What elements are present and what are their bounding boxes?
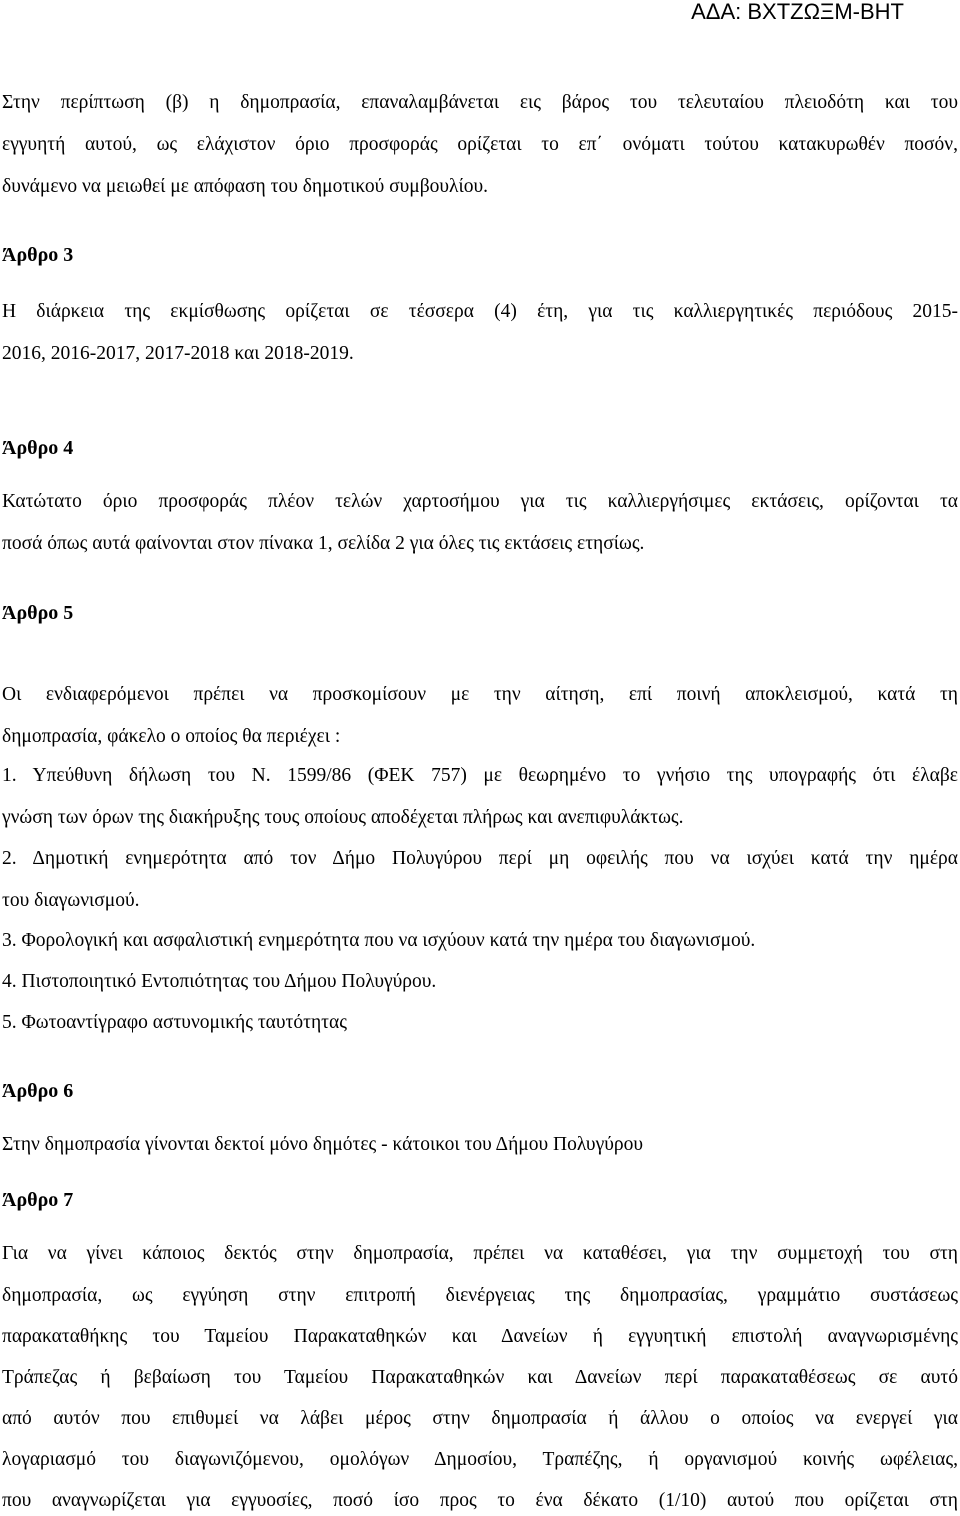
article-5-line: δημοπρασία, φάκελο ο οποίος θα περιέχει : [2, 726, 341, 747]
article-7-line: Για να γίνει κάποιος δεκτός στην δημοπρασία, πρέπει να καταθέσει, για την συμμετοχή του στη [2, 1243, 958, 1264]
ada-code: ΑΔΑ: ΒΧΤΖΩΞΜ-ΒΗΤ [691, 0, 904, 24]
article-5-item: 1. Υπεύθυνη δήλωση του Ν. 1599/86 (ΦΕΚ 757) με θεωρημένο το γνήσιο της υπογραφής ότι έλαβε [2, 765, 958, 786]
intro-line: Στην περίπτωση (β) η δημοπρασία, επαναλαμβάνεται εις βάρος του τελευταίου πλειοδότη και του [2, 92, 958, 113]
article-7-line: Τράπεζας ή βεβαίωση του Ταμείου Παρακαταθηκών και Δανείων περί παρακαταθέσεως σε αυτό [2, 1367, 958, 1388]
article-6-line: Στην δημοπρασία γίνονται δεκτοί μόνο δημότες - κάτοικοι του Δήμου Πολυγύρου [2, 1134, 643, 1155]
article-5-item: του διαγωνισμού. [2, 890, 140, 911]
intro-line: δυνάμενο να μειωθεί με απόφαση του δημοτικού συμβουλίου. [2, 176, 489, 197]
article-4-heading: Άρθρο 4 [2, 437, 74, 459]
article-3-line: Η διάρκεια της εκμίσθωσης ορίζεται σε τέσσερα (4) έτη, για τις καλλιεργητικές περιόδους 2015- [2, 301, 958, 322]
article-5-heading: Άρθρο 5 [2, 602, 74, 624]
article-7-line: παρακαταθήκης του Ταμείου Παρακαταθηκών και Δανείων ή εγγυητική επιστολή αναγνωρισμένης [2, 1326, 958, 1347]
article-7-line: από αυτόν που επιθυμεί να λάβει μέρος στην δημοπρασία ή άλλου ο οποίος να ενεργεί για [2, 1408, 958, 1429]
article-5-item: 4. Πιστοποιητικό Εντοπιότητας του Δήμου Πολυγύρου. [2, 971, 437, 992]
article-7-line: που αναγνωρίζεται για εγγυοσίες, ποσό ίσο προς το ένα δέκατο (1/10) αυτού που ορίζεται στη [2, 1490, 958, 1511]
article-4-line: ποσά όπως αυτά φαίνονται στον πίνακα 1, σελίδα 2 για όλες τις εκτάσεις ετησίως. [2, 533, 645, 554]
article-7-heading: Άρθρο 7 [2, 1189, 74, 1211]
article-6-heading: Άρθρο 6 [2, 1080, 74, 1102]
article-5-line: Οι ενδιαφερόμενοι πρέπει να προσκομίσουν με την αίτηση, επί ποινή αποκλεισμού, κατά τη [2, 684, 958, 705]
article-3-line: 2016, 2016-2017, 2017-2018 και 2018-2019. [2, 343, 354, 364]
intro-line: εγγυητή αυτού, ως ελάχιστον όριο προσφοράς ορίζεται το επ΄ ονόματι τούτου κατακυρωθέν ποσόν, [2, 134, 958, 155]
article-5-item: 5. Φωτοαντίγραφο αστυνομικής ταυτότητας [2, 1012, 347, 1033]
article-5-item: 3. Φορολογική και ασφαλιστική ενημερότητα που να ισχύουν κατά την ημέρα του διαγωνισμού. [2, 930, 756, 951]
article-5-item: γνώση των όρων της διακήρυξης τους οποίους αποδέχεται πλήρως και ανεπιφυλάκτως. [2, 807, 684, 828]
article-3-heading: Άρθρο 3 [2, 244, 74, 266]
article-5-item: 2. Δημοτική ενημερότητα από τον Δήμο Πολυγύρου περί μη οφειλής που να ισχύει κατά την ημέρα [2, 848, 958, 869]
article-7-line: δημοπρασία, ως εγγύηση στην επιτροπή διενέργειας της δημοπρασίας, γραμμάτιο συστάσεως [2, 1285, 958, 1306]
article-7-line: λογαριασμό του διαγωνιζόμενου, ομολόγων Δημοσίου, Τραπέζης, ή οργανισμού κοινής ωφέλειας, [2, 1449, 958, 1470]
article-4-line: Κατώτατο όριο προσφοράς πλέον τελών χαρτοσήμου για τις καλλιεργήσιμες εκτάσεις, ορίζονται τα [2, 491, 958, 512]
